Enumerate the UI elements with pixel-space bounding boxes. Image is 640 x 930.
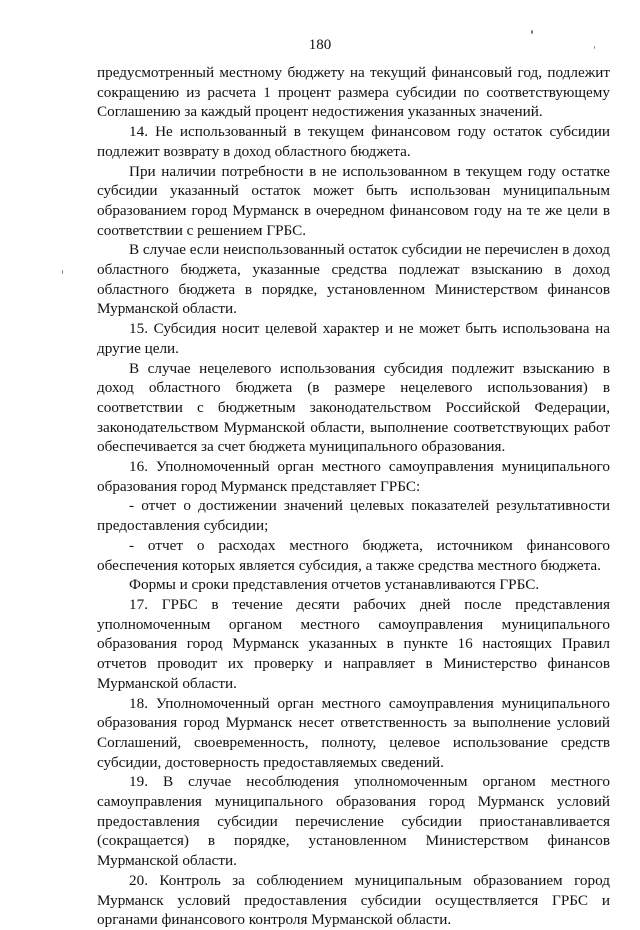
document-body [97, 63, 610, 930]
paragraph-clause-18: 18. Уполномоченный орган местного самоуправления муниципального образования город Мурманск несет ответственность за выполнение условий Соглашений, своевременность, полноту, целевое использование средств субсидии, достоверность предоставляемых сведений. [97, 694, 610, 771]
paragraph-remainder-use: При наличии потребности в не использованном в текущем году остатке субсидии указанный остаток может быть использован муниципальным образованием город Мурманск в очередном финансовом году на те же цели в соответствии с решением ГРБС. [97, 162, 610, 239]
paragraph-clause-14: 14. Не использованный в текущем финансовом году остаток субсидии подлежит возврату в доход областного бюджета. [97, 123, 610, 160]
paragraph-clause-17: 17. ГРБС в течение десяти рабочих дней после представления уполномоченным органом местного самоуправления муниципального образования город Мурманск указанных в пункте 16 настоящих Правил отчетов проводит их проверку и направляет в Министерство финансов Мурманской области. [97, 595, 610, 692]
page-number: 180 [308, 37, 332, 53]
paragraph-clause-16: 16. Уполномоченный орган местного самоуправления муниципального образования город Мурманск представляет ГРБС: [97, 458, 610, 495]
list-item-target-report: - отчет о достижении значений целевых показателей результативности предоставления субсидии; [97, 497, 610, 535]
paragraph-remainder-recovery: В случае если неиспользованный остаток субсидии не перечислен в доход областного бюджета, указанные средства подлежат взысканию в доход областного бюджета в порядке, установленном Министерством финансов Мурманской области. [97, 241, 610, 318]
scan-speck [594, 46, 595, 49]
list-item-expense-report: - отчет о расходах местного бюджета, источником финансового обеспечения которых является субсидия, а также средства местного бюджета. [97, 536, 610, 574]
paragraph-clause-19: 19. В случае несоблюдения уполномоченным органом местного самоуправления муниципального образования город Мурманск условий предоставления субсидии перечисление субсидии приостанавливается (сокращается) в порядке, установленном Министерством финансов Мурманской области. [97, 773, 610, 870]
scan-speck [62, 270, 63, 274]
paragraph-misuse: В случае нецелевого использования субсидия подлежит взысканию в доход областного бюджета (в размере нецелевого использования) в соответствии с бюджетным законодательством Российской Федерации, законодательством Мурманской области, выполнение соответствующих работ обеспечивается за счет бюджета муниципального образования. [97, 359, 610, 456]
scan-speck [531, 30, 533, 34]
paragraph-clause-15: 15. Субсидия носит целевой характер и не может быть использована на другие цели. [97, 320, 610, 357]
paragraph-continuation: предусмотренный местному бюджету на текущий финансовый год, подлежит сокращению из расчета 1 процент размера субсидии по соответствующему Соглашению за каждый процент недостижения указанных значений. [97, 64, 610, 121]
paragraph-report-forms: Формы и сроки представления отчетов устанавливаются ГРБС. [129, 576, 540, 594]
paragraph-clause-20: 20. Контроль за соблюдением муниципальным образованием город Мурманск условий предоставления субсидии осуществляется ГРБС и органами финансового контроля Мурманской области. [97, 871, 610, 929]
